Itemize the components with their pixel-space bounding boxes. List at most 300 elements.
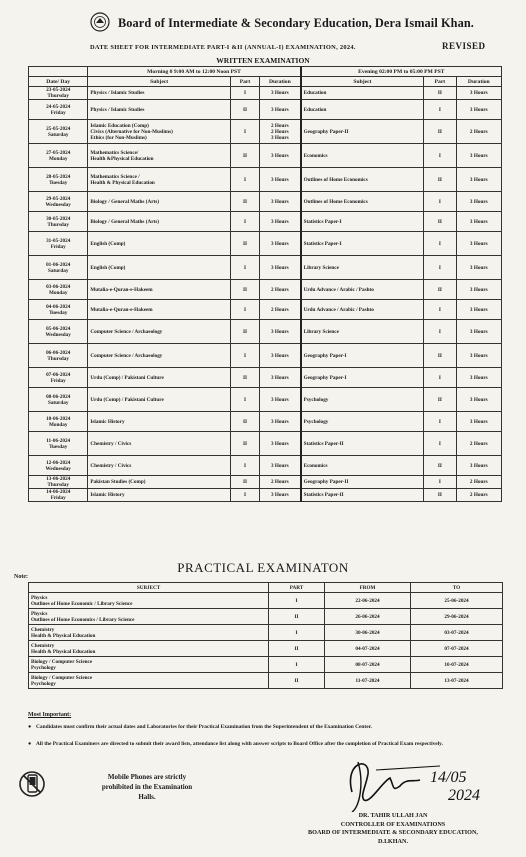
exam-date: 07-06-2024: [46, 371, 71, 378]
evening-part: II: [424, 388, 456, 412]
exam-row: [29, 256, 502, 280]
exam-row: [29, 368, 502, 388]
signature-date-line2: 2024: [448, 787, 480, 804]
morning-duration-line: 3 Hours: [270, 492, 289, 498]
practical-part: I: [269, 625, 325, 641]
morning-subject-line: Islamic History: [90, 418, 125, 425]
practical-subject-line: Outlines of Home Economic / Library Science: [31, 600, 133, 607]
morning-duration-line: 2 Hours: [270, 306, 289, 313]
evening-subject: Urdu Advance / Arabic / Pashto: [301, 300, 424, 320]
evening-part: I: [424, 476, 456, 489]
morning-duration-line: 3 Hours: [270, 328, 289, 335]
practical-subject-line: Outlines of Home Economics / Library Science: [31, 616, 135, 623]
written-exam-table: [28, 66, 502, 502]
col-header: Part: [424, 77, 456, 87]
important-bullet: ● Candidates must confirm their actual dates and Laboratories for their Practical Examination from the Superintendent of the Examination Center.: [28, 724, 372, 730]
morning-part: I: [230, 212, 259, 232]
morning-subject-line: Computer Science / Archaeology: [90, 328, 163, 335]
date-day-cell: [29, 456, 88, 476]
evening-subject: Education: [301, 87, 424, 100]
evening-part: II: [424, 87, 456, 100]
morning-subject-line: Biology / General Maths (Arts): [90, 198, 159, 205]
exam-row: [29, 320, 502, 344]
practical-row: [29, 609, 503, 625]
evening-session: Evening 02:00 PM to 05:00 PM PST: [301, 67, 502, 77]
exam-row: [29, 388, 502, 412]
morning-duration: [260, 412, 301, 432]
exam-day: Monday: [48, 155, 68, 162]
exam-day: Tuesday: [49, 309, 68, 316]
revised-label: REVISED: [442, 41, 486, 51]
datesheet-title: DATE SHEET FOR INTERMEDIATE PART-I &II (ANNUAL-I) EXAMINATION, 2024.: [90, 44, 356, 51]
practical-subject: [29, 593, 269, 609]
written-exam-heading: WRITTEN EXAMINATION: [216, 56, 310, 65]
col-header: Duration: [456, 77, 501, 87]
morning-duration-line: 3 Hours: [270, 106, 289, 113]
date-day-cell: [29, 168, 88, 192]
exam-day: Tuesday: [49, 179, 68, 186]
evening-part: I: [424, 192, 456, 212]
morning-subject: [88, 87, 231, 100]
evening-subject: Statistics Paper-I: [301, 212, 424, 232]
morning-subject-line: Mutalia-e-Quran-e-Hakeem: [90, 286, 153, 293]
no-mobile-phone-icon: [18, 770, 46, 798]
practical-to: 29-06-2024: [411, 609, 503, 625]
letterhead: [0, 8, 526, 34]
morning-part: I: [230, 300, 259, 320]
evening-duration: 2 Hours: [456, 476, 501, 489]
morning-subject: [88, 192, 231, 212]
col-header: SUBJECT: [29, 583, 269, 593]
col-header: PART: [269, 583, 325, 593]
practical-subject: [29, 673, 269, 689]
morning-subject-line: Chemistry / Civics: [90, 440, 132, 447]
evening-subject: Outlines of Home Economics: [301, 168, 424, 192]
morning-part: I: [230, 456, 259, 476]
morning-duration-line: 3 Hours: [270, 264, 289, 271]
practical-subject: [29, 657, 269, 673]
evening-subject: Urdu Advance / Arabic / Pashto: [301, 280, 424, 300]
date-day-cell: [29, 368, 88, 388]
practical-part: I: [269, 593, 325, 609]
morning-subject-line: English (Comp): [90, 264, 126, 271]
morning-part: I: [230, 344, 259, 368]
morning-subject: [88, 456, 231, 476]
morning-duration-line: 3 Hours: [270, 176, 289, 183]
morning-subject-line: Islamic Education (Comp): [90, 122, 149, 129]
practical-from: 08-07-2024: [325, 657, 411, 673]
morning-subject: [88, 100, 231, 120]
signature-date-line1: 14/05: [430, 769, 467, 786]
morning-subject-line: Mutalia-e-Quran-e-Hakeem: [90, 306, 153, 313]
morning-duration-line: 2 Hours: [270, 128, 289, 135]
evening-subject: Psychology: [301, 388, 424, 412]
col-header: TO: [411, 583, 503, 593]
evening-duration: 3 Hours: [456, 300, 501, 320]
col-header: Part: [230, 77, 259, 87]
signatory-block: [258, 812, 526, 846]
practical-subject-line: Biology / Computer Science: [31, 658, 93, 665]
morning-duration: [260, 144, 301, 168]
morning-subject: [88, 300, 231, 320]
evening-part: II: [424, 489, 456, 502]
morning-duration-line: 2 Hours: [270, 479, 289, 485]
date-day-cell: [29, 300, 88, 320]
date-day-cell: [29, 489, 88, 502]
morning-duration: [260, 476, 301, 489]
exam-day: Saturday: [47, 131, 69, 138]
practical-subject-line: Psychology: [31, 680, 56, 687]
practical-row: [29, 625, 503, 641]
practical-part: II: [269, 609, 325, 625]
evening-subject: Library Science: [301, 320, 424, 344]
morning-duration-line: 2 Hours: [270, 122, 289, 129]
evening-part: I: [424, 100, 456, 120]
date-day-cell: [29, 256, 88, 280]
morning-subject: [88, 388, 231, 412]
morning-subject-line: Islamic History: [90, 492, 125, 498]
exam-date: 25-05-2024: [46, 125, 71, 132]
morning-subject: [88, 344, 231, 368]
evening-subject: Geography Paper-II: [301, 476, 424, 489]
col-header: FROM: [325, 583, 411, 593]
signatory-name: DR. TAHIR ULLAH JAN: [358, 812, 428, 819]
evening-subject: Economics: [301, 456, 424, 476]
morning-duration: [260, 320, 301, 344]
practical-subject: [29, 625, 269, 641]
practical-exam-title: PRACTICAL EXAMINATON: [177, 560, 349, 575]
exam-day: Saturday: [47, 399, 69, 406]
morning-subject: [88, 144, 231, 168]
exam-date: 28-05-2024: [46, 173, 71, 180]
morning-subject-line: Physics / Islamic Studies: [90, 106, 145, 113]
morning-subject-line: Computer Science / Archaeology: [90, 352, 163, 359]
date-day-cell: [29, 320, 88, 344]
exam-row: [29, 456, 502, 476]
exam-day: Thursday: [47, 482, 69, 488]
morning-subject-line: English (Comp): [90, 240, 126, 247]
morning-subject-line: Pakistan Studies (Comp): [90, 479, 146, 485]
exam-date: 06-06-2024: [46, 349, 71, 356]
exam-row: [29, 476, 502, 489]
exam-row: [29, 300, 502, 320]
practical-row: [29, 657, 503, 673]
morning-subject-line: Health & Physical Education: [90, 179, 155, 186]
morning-subject: [88, 120, 231, 144]
evening-duration: 3 Hours: [456, 412, 501, 432]
morning-duration: [260, 100, 301, 120]
evening-part: I: [424, 432, 456, 456]
col-header: Duration: [260, 77, 301, 87]
practical-subject-line: Chemistry: [31, 642, 55, 649]
morning-duration: [260, 192, 301, 212]
evening-subject: Psychology: [301, 412, 424, 432]
practical-row: [29, 673, 503, 689]
exam-day: Monday: [48, 421, 68, 428]
exam-date: 13-06-2024: [46, 476, 71, 482]
practical-part: II: [269, 641, 325, 657]
practical-to: 13-07-2024: [411, 673, 503, 689]
practical-subject-line: Physics: [31, 594, 48, 601]
practical-from: 26-06-2024: [325, 609, 411, 625]
morning-duration-line: 3 Hours: [270, 218, 289, 225]
exam-row: [29, 412, 502, 432]
practical-from: 04-07-2024: [325, 641, 411, 657]
practical-to: 10-07-2024: [411, 657, 503, 673]
practical-from: 22-06-2024: [325, 593, 411, 609]
date-day-cell: [29, 87, 88, 100]
date-day-cell: [29, 344, 88, 368]
morning-part: II: [230, 144, 259, 168]
most-important-heading: Most Important:: [28, 712, 72, 718]
exam-date: 10-06-2024: [46, 415, 71, 422]
evening-subject: Statistics Paper-II: [301, 432, 424, 456]
morning-subject: [88, 232, 231, 256]
evening-part: II: [424, 344, 456, 368]
evening-duration: 3 Hours: [456, 87, 501, 100]
morning-subject: [88, 256, 231, 280]
morning-duration-line: 3 Hours: [270, 396, 289, 403]
morning-part: I: [230, 87, 259, 100]
morning-part: II: [230, 320, 259, 344]
evening-part: II: [424, 212, 456, 232]
morning-part: II: [230, 412, 259, 432]
morning-duration: [260, 120, 301, 144]
exam-date: 12-06-2024: [46, 459, 71, 466]
exam-date: 29-05-2024: [46, 195, 71, 202]
practical-row: [29, 641, 503, 657]
morning-duration-line: 3 Hours: [270, 418, 289, 425]
exam-date: 27-05-2024: [46, 149, 71, 156]
morning-subject: [88, 489, 231, 502]
morning-part: II: [230, 368, 259, 388]
evening-subject: Education: [301, 100, 424, 120]
practical-subject-line: Biology / Computer Science: [31, 674, 93, 681]
exam-day: Wednesday: [45, 201, 71, 208]
exam-row: [29, 232, 502, 256]
evening-duration: 3 Hours: [456, 212, 501, 232]
evening-part: II: [424, 168, 456, 192]
date-day-cell: [29, 412, 88, 432]
morning-duration-line: 3 Hours: [270, 352, 289, 359]
practical-from: 11-07-2024: [325, 673, 411, 689]
note-label: Note:: [14, 574, 28, 580]
exam-day: Monday: [48, 289, 68, 296]
practical-subject-line: Psychology: [31, 664, 56, 671]
practical-row: [29, 593, 503, 609]
morning-subject-line: Biology / General Maths (Arts): [90, 218, 159, 225]
morning-duration: [260, 300, 301, 320]
board-logo-icon: [90, 12, 110, 32]
morning-part: I: [230, 256, 259, 280]
morning-part: II: [230, 280, 259, 300]
morning-subject-line: Mathematics Science /: [90, 173, 140, 180]
morning-part: II: [230, 432, 259, 456]
col-header: Date/ Day: [29, 77, 88, 87]
signatory-org: BOARD OF INTERMEDIATE & SECONDARY EDUCATION,: [308, 829, 478, 836]
morning-duration: [260, 344, 301, 368]
evening-duration: 3 Hours: [456, 456, 501, 476]
morning-subject: [88, 212, 231, 232]
morning-duration-line: 3 Hours: [270, 134, 289, 141]
exam-row: [29, 432, 502, 456]
practical-to: 25-06-2024: [411, 593, 503, 609]
evening-part: I: [424, 256, 456, 280]
exam-row: [29, 192, 502, 212]
date-day-cell: [29, 280, 88, 300]
exam-row: [29, 100, 502, 120]
date-day-cell: [29, 232, 88, 256]
morning-session: Morning 0 9:00 AM to 12:00 Noon PST: [88, 67, 301, 77]
exam-row: [29, 87, 502, 100]
morning-duration-line: 3 Hours: [270, 374, 289, 381]
evening-subject: Library Science: [301, 256, 424, 280]
morning-subject-line: Health &Physical Education: [90, 155, 154, 162]
exam-date: 11-06-2024: [46, 437, 71, 444]
exam-date: 01-06-2024: [46, 261, 71, 268]
exam-day: Friday: [50, 377, 66, 384]
exam-date: 14-06-2024: [46, 489, 71, 495]
morning-duration-line: 3 Hours: [270, 198, 289, 205]
signatory-title: CONTROLLER OF EXAMINATIONS: [340, 820, 446, 828]
evening-subject: Geography Paper-II: [301, 120, 424, 144]
morning-duration: [260, 212, 301, 232]
exam-day: Wednesday: [45, 465, 71, 472]
evening-part: II: [424, 280, 456, 300]
morning-part: II: [230, 100, 259, 120]
evening-duration: 2 Hours: [456, 432, 501, 456]
morning-duration-line: 3 Hours: [270, 240, 289, 247]
date-day-cell: [29, 212, 88, 232]
morning-duration-line: 3 Hours: [270, 90, 289, 96]
practical-from: 30-06-2024: [325, 625, 411, 641]
evening-subject: Statistics Paper-I: [301, 232, 424, 256]
evening-part: I: [424, 320, 456, 344]
practical-part: II: [269, 673, 325, 689]
morning-duration-line: 3 Hours: [270, 152, 289, 159]
morning-duration-line: 3 Hours: [270, 462, 289, 469]
evening-subject: Outlines of Home Economics: [301, 192, 424, 212]
exam-row: [29, 489, 502, 502]
practical-subject: [29, 609, 269, 625]
morning-duration: [260, 432, 301, 456]
date-day-cell: [29, 144, 88, 168]
evening-duration: 2 Hours: [456, 120, 501, 144]
exam-row: [29, 168, 502, 192]
evening-duration: 3 Hours: [456, 168, 501, 192]
morning-part: II: [230, 232, 259, 256]
evening-duration: 2 Hours: [456, 489, 501, 502]
morning-subject-line: Mathematics Science/: [90, 149, 139, 156]
morning-subject: [88, 412, 231, 432]
morning-part: II: [230, 192, 259, 212]
exam-date: 24-05-2024: [46, 103, 71, 110]
evening-part: I: [424, 232, 456, 256]
exam-day: Thursday: [47, 221, 69, 228]
exam-row: [29, 120, 502, 144]
morning-part: I: [230, 388, 259, 412]
morning-duration: [260, 232, 301, 256]
exam-row: [29, 344, 502, 368]
morning-subject-line: Ethics (for Non-Muslims): [90, 134, 147, 141]
exam-day: Friday: [50, 109, 66, 116]
morning-duration: [260, 280, 301, 300]
morning-duration: [260, 168, 301, 192]
exam-date: 23-05-2024: [46, 87, 71, 93]
morning-subject: [88, 432, 231, 456]
morning-duration-line: 3 Hours: [270, 440, 289, 447]
date-day-cell: [29, 476, 88, 489]
morning-duration: [260, 256, 301, 280]
exam-date: 03-06-2024: [46, 283, 71, 290]
exam-row: [29, 212, 502, 232]
practical-to: 07-07-2024: [411, 641, 503, 657]
evening-subject: Statistics Paper-II: [301, 489, 424, 502]
practical-subject-line: Chemistry: [31, 626, 55, 633]
morning-part: I: [230, 168, 259, 192]
evening-duration: 3 Hours: [456, 388, 501, 412]
morning-duration-line: 2 Hours: [270, 286, 289, 293]
morning-subject: [88, 368, 231, 388]
exam-date: 05-06-2024: [46, 325, 71, 332]
exam-day: Thursday: [47, 355, 69, 362]
evening-duration: 3 Hours: [456, 144, 501, 168]
evening-duration: 3 Hours: [456, 368, 501, 388]
morning-duration: [260, 456, 301, 476]
evening-part: I: [424, 300, 456, 320]
col-header: Subject: [301, 77, 424, 87]
handwritten-signature: [330, 752, 510, 812]
evening-part: II: [424, 120, 456, 144]
morning-duration: [260, 388, 301, 412]
morning-subject: [88, 168, 231, 192]
date-day-cell: [29, 388, 88, 412]
morning-subject-line: Urdu (Comp) / Pakistani Culture: [90, 374, 164, 381]
practical-to: 03-07-2024: [411, 625, 503, 641]
evening-part: II: [424, 456, 456, 476]
evening-subject: Geography Paper-I: [301, 344, 424, 368]
practical-subject-line: Health & Physical Education: [31, 648, 96, 655]
evening-part: I: [424, 144, 456, 168]
evening-subject: Geography Paper-I: [301, 368, 424, 388]
exam-day: Saturday: [47, 267, 69, 274]
board-name: Board of Intermediate & Secondary Education, Dera Ismail Khan.: [118, 16, 474, 30]
morning-part: II: [230, 476, 259, 489]
exam-date: 08-06-2024: [46, 393, 71, 400]
evening-duration: 3 Hours: [456, 192, 501, 212]
morning-part: I: [230, 120, 259, 144]
exam-day: Friday: [50, 495, 66, 501]
exam-date: 30-05-2024: [46, 215, 71, 222]
morning-part: I: [230, 489, 259, 502]
date-day-cell: [29, 100, 88, 120]
evening-part: I: [424, 368, 456, 388]
morning-subject-line: Civics (Alternative for Non-Muslims): [90, 128, 173, 135]
evening-duration: 3 Hours: [456, 320, 501, 344]
morning-subject-line: Urdu (Comp) / Pakistani Culture: [90, 396, 164, 403]
evening-duration: 3 Hours: [456, 280, 501, 300]
date-day-cell: [29, 432, 88, 456]
evening-duration: 3 Hours: [456, 100, 501, 120]
practical-subject-line: Health & Physical Education: [31, 632, 96, 639]
evening-duration: 3 Hours: [456, 344, 501, 368]
date-day-cell: [29, 192, 88, 212]
morning-subject-line: Physics / Islamic Studies: [90, 90, 145, 96]
morning-subject: [88, 320, 231, 344]
exam-day: Tuesday: [49, 443, 68, 450]
practical-subject: [29, 641, 269, 657]
practical-subject-line: Physics: [31, 610, 48, 617]
